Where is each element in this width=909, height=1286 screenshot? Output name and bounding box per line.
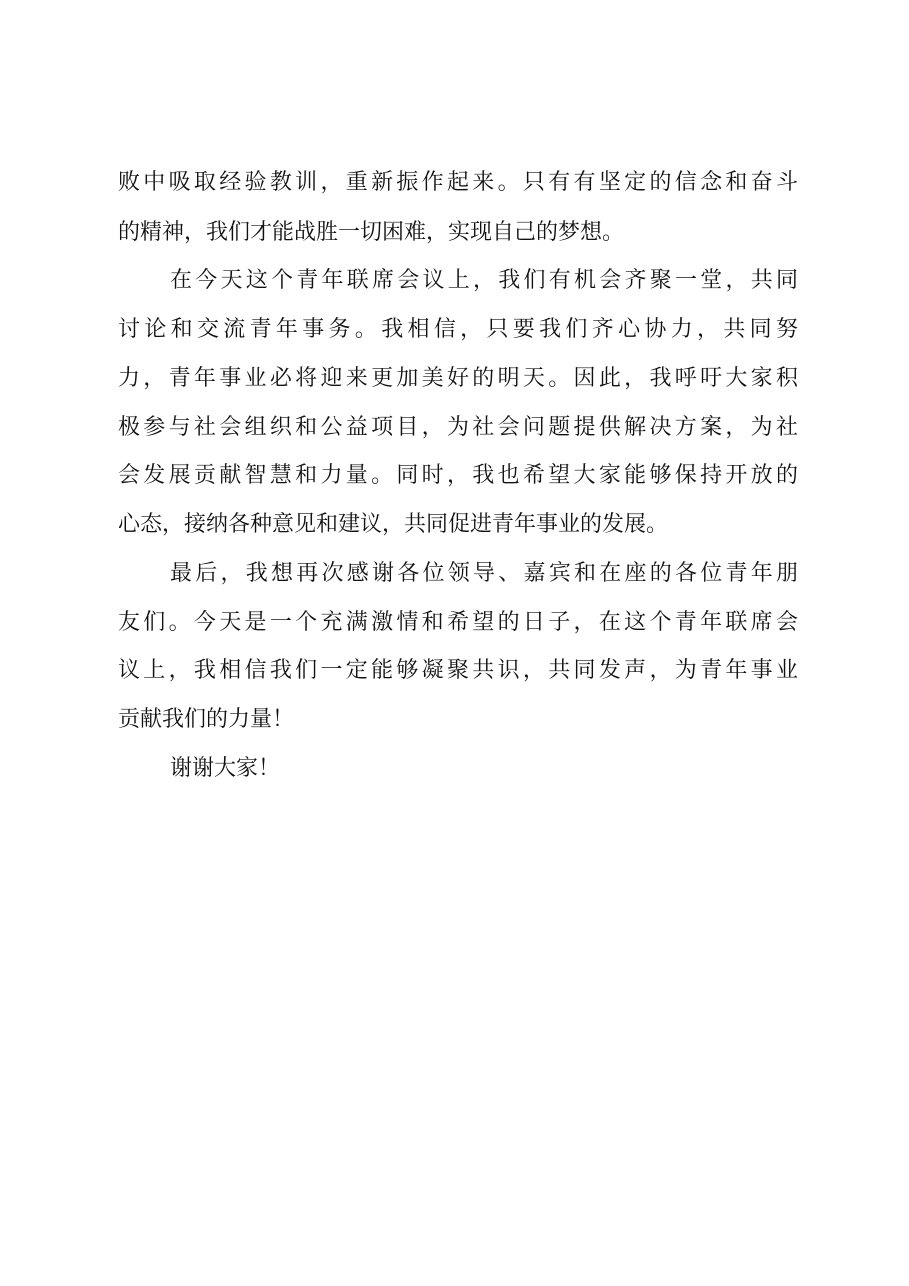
text-line: 心态，接纳各种意见和建议，共同促进青年事业的发展。	[118, 512, 669, 537]
text-line: 谢谢大家！	[170, 756, 281, 781]
text-line: 败中吸取经验教训，重新振作起来。只有有坚定的信念和奋斗	[118, 170, 798, 195]
text-line: 会发展贡献智慧和力量。同时，我也希望大家能够保持开放的	[118, 463, 798, 488]
text-line: 在今天这个青年联席会议上，我们有机会齐聚一堂，共同	[170, 268, 798, 293]
text-line: 极参与社会组织和公益项目，为社会问题提供解决方案，为社	[118, 415, 798, 440]
text-line: 友们。今天是一个充满激情和希望的日子，在这个青年联席会	[118, 610, 798, 635]
text-line: 议上，我相信我们一定能够凝聚共识，共同发声，为青年事业	[118, 658, 798, 683]
text-line: 最后，我想再次感谢各位领导、嘉宾和在座的各位青年朋	[170, 561, 798, 586]
text-line: 的精神，我们才能战胜一切困难，实现自己的梦想。	[118, 220, 625, 245]
text-line: 讨论和交流青年事务。我相信，只要我们齐心协力，共同努	[118, 317, 798, 342]
text-line: 力，青年事业必将迎来更加美好的明天。因此，我呼吁大家积	[118, 366, 798, 391]
text-line: 贡献我们的力量！	[118, 707, 295, 732]
